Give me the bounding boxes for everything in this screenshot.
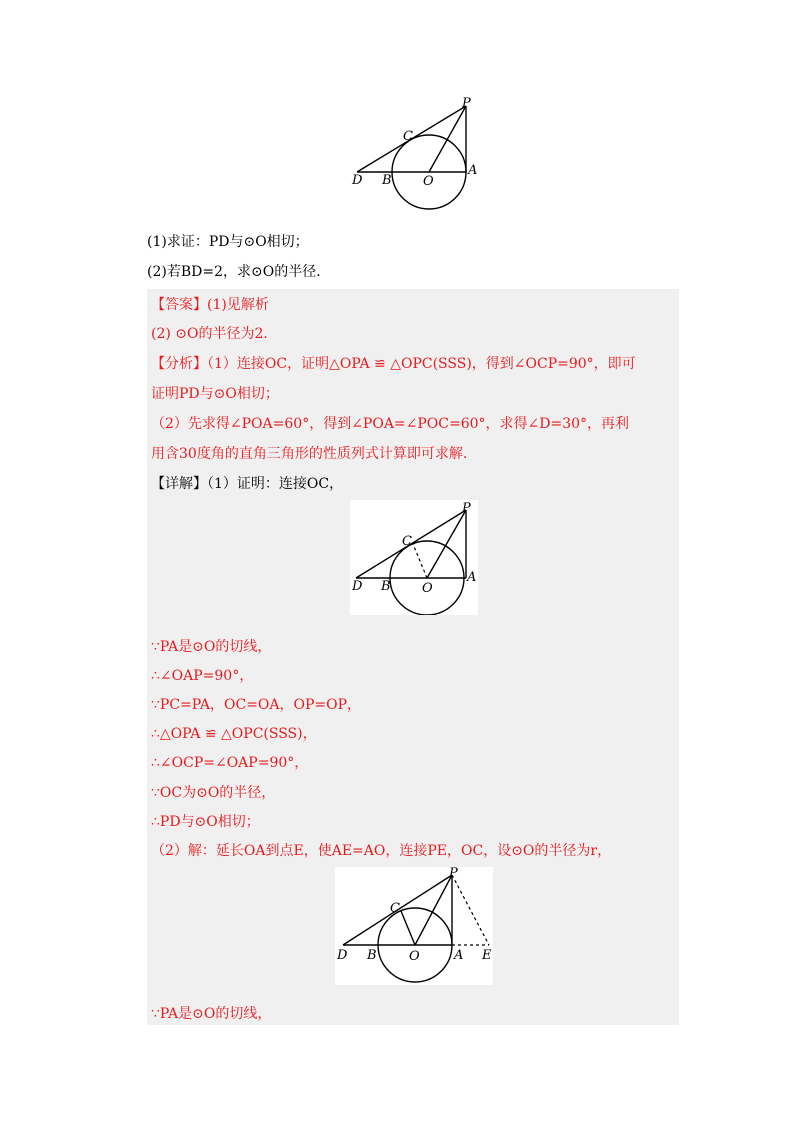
label-a: A [467, 570, 477, 585]
figure-2 [350, 500, 478, 615]
step-1: ∵PA是⊙O的切线， [151, 639, 272, 655]
step-4: ∴△OPA ≌ △OPC(SSS)， [151, 726, 317, 742]
detail-heading: 【详解】（1）证明：连接OC， [151, 476, 344, 492]
figure-1 [350, 96, 485, 211]
step-6: ∵OC为⊙O的半径， [151, 785, 276, 801]
analysis-line-4: 用含30度角的直角三角形的性质列式计算即可求解． [151, 446, 477, 462]
step-3: ∵PC=PA，OC=OA，OP=OP， [151, 697, 362, 713]
analysis-line-2: 证明PD与⊙O相切； [151, 386, 279, 402]
label-e: E [482, 948, 492, 963]
step-2: ∴∠OAP=90°， [151, 668, 254, 684]
label-c: C [403, 129, 413, 144]
label-o: O [409, 949, 420, 964]
step-7: ∴PD与⊙O相切； [151, 814, 260, 830]
label-b: B [367, 948, 377, 963]
label-a: A [454, 948, 464, 963]
answer-line-2: (2) ⊙O的半径为2． [151, 326, 278, 342]
step-5: ∴∠OCP=∠OAP=90°， [151, 755, 309, 771]
label-p: P [462, 96, 471, 111]
label-o: O [422, 581, 433, 596]
label-o: O [423, 174, 434, 189]
part-2-line: （2）解：延长OA到点E，使AE=AO，连接PE，OC，设⊙O的半径为r， [151, 843, 612, 859]
last-line: ∵PA是⊙O的切线， [151, 1006, 272, 1022]
label-d: D [352, 579, 363, 594]
question-1: (1)求证：PD与⊙O相切； [147, 234, 309, 250]
label-c: C [402, 534, 412, 549]
label-d: D [337, 948, 348, 963]
label-d: D [352, 173, 363, 188]
label-p: P [462, 501, 471, 516]
question-2: (2)若BD=2，求⊙O的半径． [147, 264, 331, 280]
answer-line-1: 【答案】(1)见解析 [151, 297, 269, 313]
label-b: B [382, 173, 392, 188]
label-a: A [468, 163, 478, 178]
label-b: B [381, 579, 391, 594]
figure-3 [335, 867, 493, 985]
analysis-line-1: 【分析】（1）连接OC，证明△OPA ≌ △OPC(SSS)，得到∠OCP=90°，即可 [151, 356, 636, 372]
label-p: P [449, 867, 458, 881]
label-c: C [390, 901, 400, 916]
analysis-line-3: （2）先求得∠POA=60°，得到∠POA=∠POC=60°，求得∠D=30°，再利 [151, 416, 630, 432]
